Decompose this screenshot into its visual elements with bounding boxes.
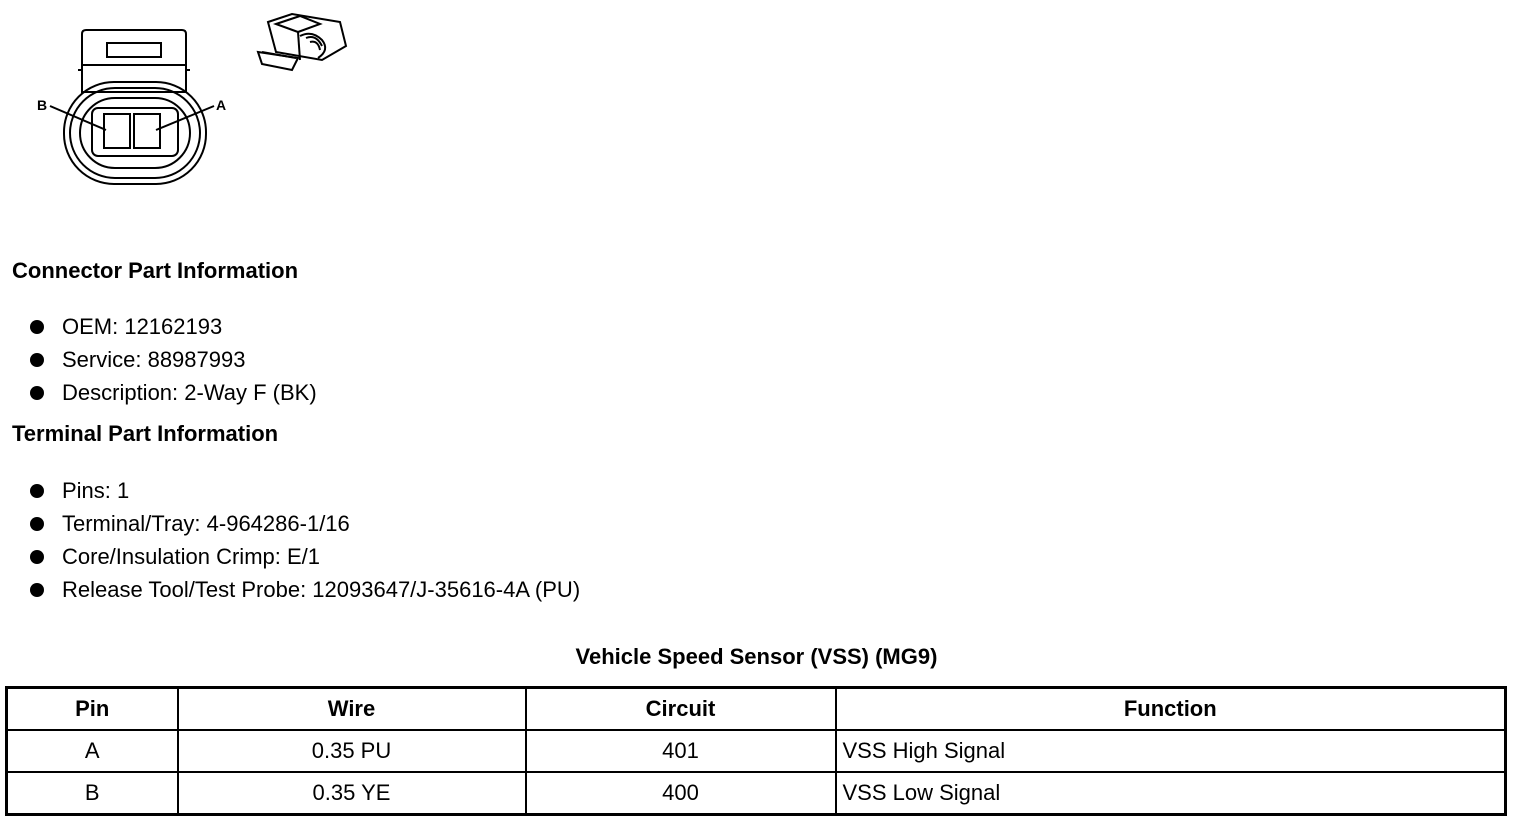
bullet-icon <box>30 353 44 367</box>
cell-wire: 0.35 PU <box>178 730 526 772</box>
latch-window <box>107 43 161 57</box>
header-wire: Wire <box>178 688 526 731</box>
bullet-icon <box>30 386 44 400</box>
table-row <box>7 772 1506 815</box>
cell-pin: B <box>7 772 178 815</box>
cell-wire: 0.35 YE <box>178 772 526 815</box>
pin-table <box>5 686 1507 816</box>
list-item: Pins: 1 <box>30 474 580 507</box>
cavity-b <box>104 114 130 148</box>
list-item: Description: 2-Way F (BK) <box>30 376 317 409</box>
header-pin: Pin <box>7 688 178 731</box>
bullet-icon <box>30 484 44 498</box>
bullet-icon <box>30 550 44 564</box>
list-item: Service: 88987993 <box>30 343 317 376</box>
bullet-icon <box>30 583 44 597</box>
connector-info-title: Connector Part Information <box>12 258 299 283</box>
terminal-info-title: Terminal Part Information <box>12 421 279 446</box>
connector-info-list <box>30 310 317 409</box>
cell-circuit: 400 <box>526 772 836 815</box>
connector-diagram <box>0 0 380 200</box>
cell-circuit: 401 <box>526 730 836 772</box>
cell-pin: A <box>7 730 178 772</box>
cell-function: VSS Low Signal <box>836 772 1506 815</box>
bullet-icon <box>30 517 44 531</box>
pin-label-a: A <box>216 97 227 113</box>
list-item: OEM: 12162193 <box>30 310 317 343</box>
table-title: Vehicle Speed Sensor (VSS) (MG9) <box>575 644 938 669</box>
cell-function: VSS High Signal <box>836 730 1506 772</box>
terminal-info-list <box>30 474 580 606</box>
header-circuit: Circuit <box>526 688 836 731</box>
bullet-icon <box>30 320 44 334</box>
connector-3d-icon <box>258 14 346 70</box>
list-item: Core/Insulation Crimp: E/1 <box>30 540 580 573</box>
header-function: Function <box>836 688 1506 731</box>
table-row <box>7 730 1506 772</box>
cavity-a <box>134 114 160 148</box>
list-item: Release Tool/Test Probe: 12093647/J-35616-4A (PU) <box>30 573 580 606</box>
table-header-row <box>7 688 1506 731</box>
list-item: Terminal/Tray: 4-964286-1/16 <box>30 507 580 540</box>
pin-label-b: B <box>37 97 48 113</box>
